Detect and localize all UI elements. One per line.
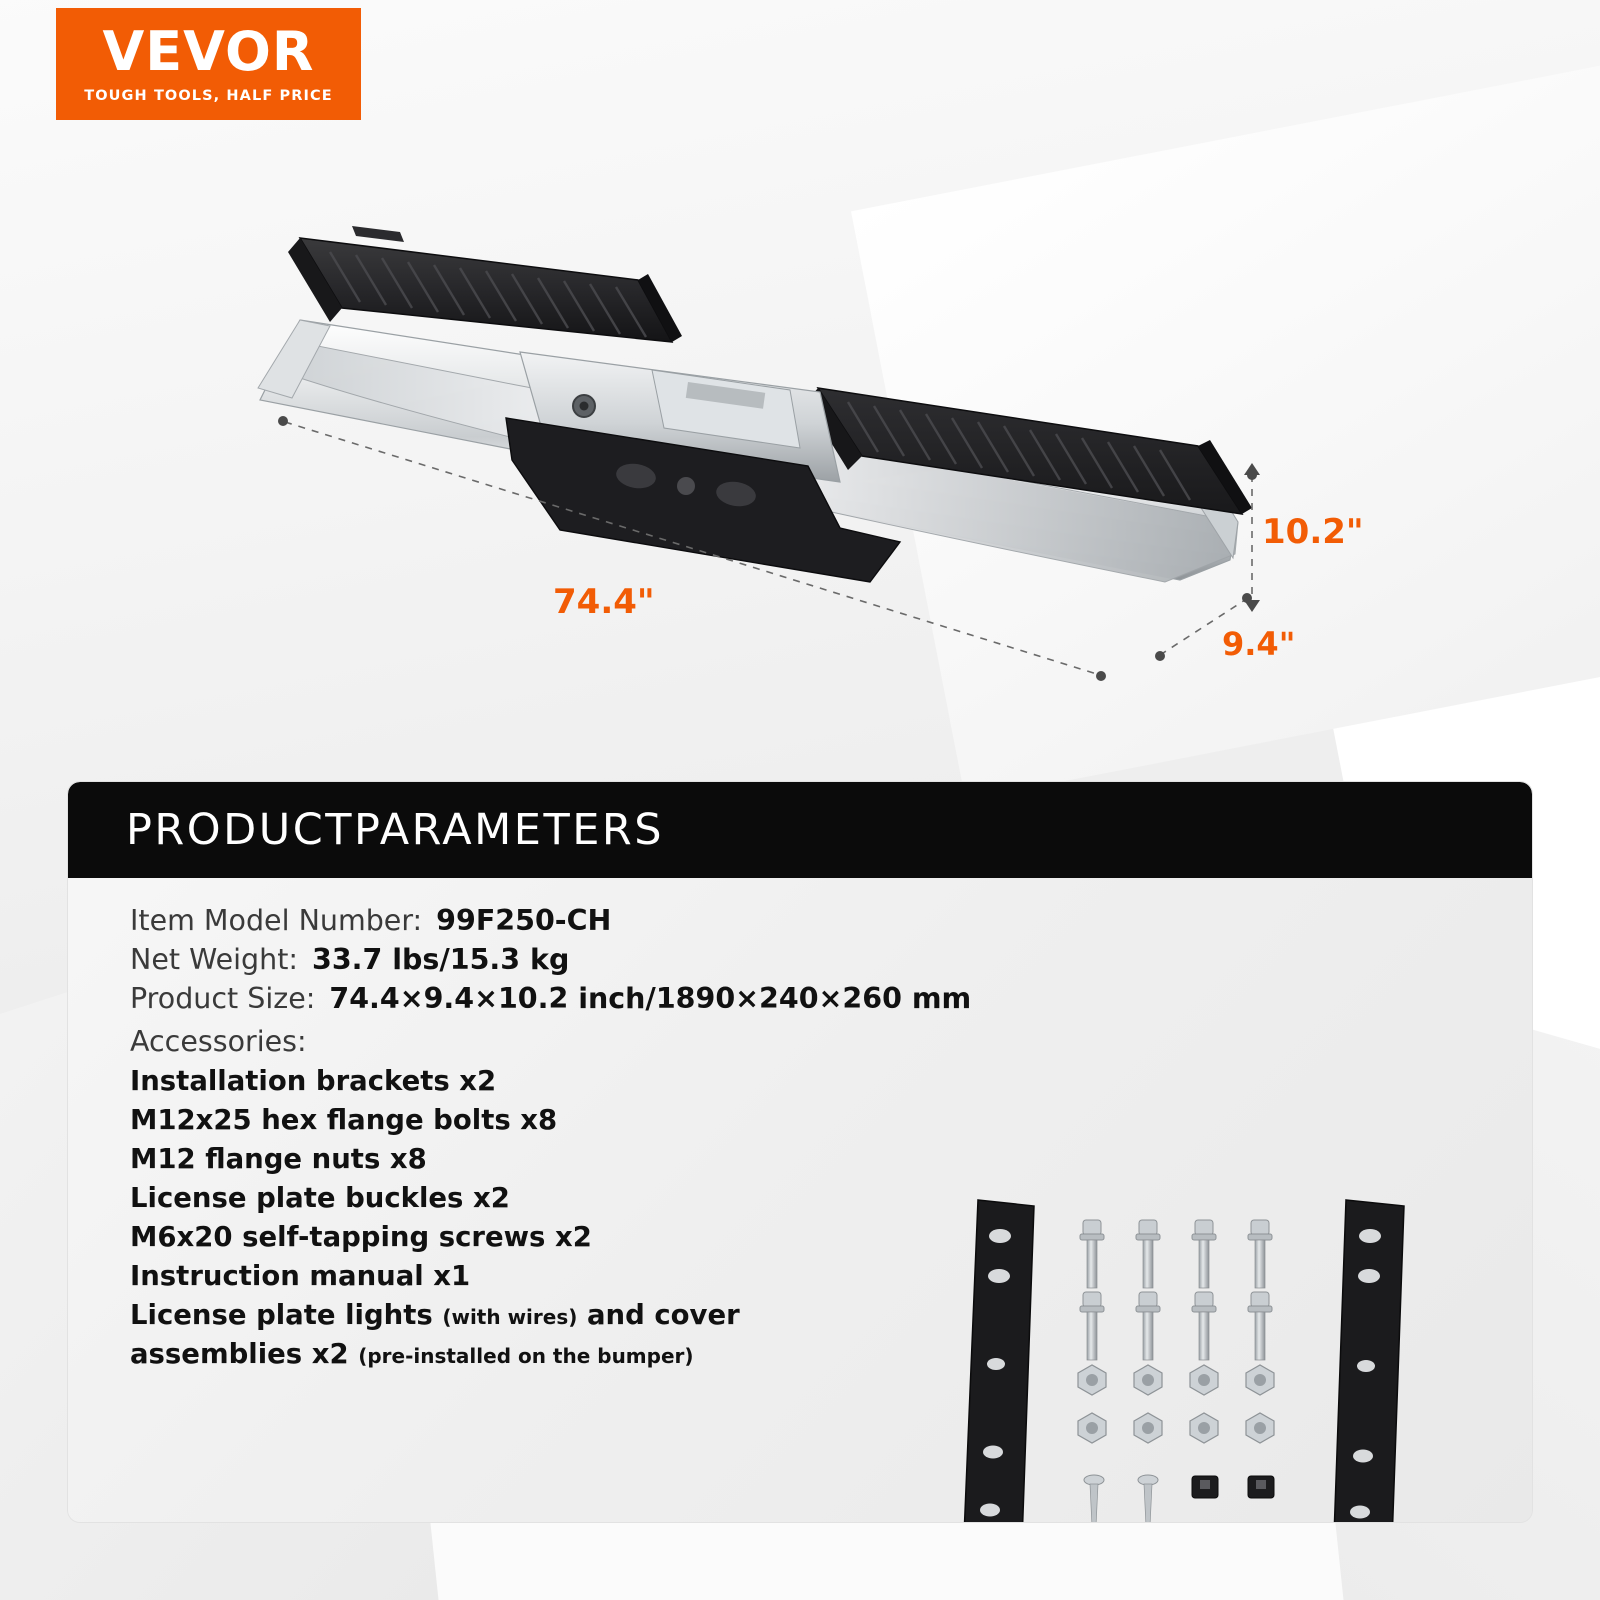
product-parameters-panel xyxy=(68,782,1532,1522)
spec-value-weight: 33.7 lbs/15.3 kg xyxy=(311,943,570,976)
dimension-depth-label: 9.4" xyxy=(1222,625,1296,663)
center-hole xyxy=(677,477,695,495)
accessory-text: Installation brackets x2 xyxy=(130,1065,497,1097)
spec-label-weight: Net Weight: xyxy=(130,943,298,976)
parameters-header xyxy=(68,782,1532,878)
accessory-text: Instruction manual x1 xyxy=(130,1260,471,1293)
spec-label-model: Item Model Number: xyxy=(130,904,423,937)
hex-flange-bolts xyxy=(1080,1220,1272,1360)
accessory-subnote: (pre-installed on the bumper) xyxy=(358,1344,694,1369)
accessory-text: License plate lights xyxy=(130,1299,433,1332)
spec-value-size: 74.4×9.4×10.2 inch/1890×240×260 mm xyxy=(329,982,972,1015)
dimension-arrow-top xyxy=(1244,463,1260,475)
accessory-subnote: (with wires) xyxy=(442,1305,578,1330)
brand-logo xyxy=(56,8,361,120)
spec-value-model: 99F250-CH xyxy=(436,904,612,937)
hardware-illustration xyxy=(942,1194,1442,1522)
step-pad-left xyxy=(288,226,682,342)
accessory-text: M12 flange nuts x8 xyxy=(130,1143,427,1176)
installation-bracket-right xyxy=(1334,1200,1404,1522)
brand-tagline: TOUGH TOOLS, HALF PRICE xyxy=(84,87,333,104)
step-pad-left-tab xyxy=(352,226,404,242)
license-plate-buckles xyxy=(1192,1476,1274,1498)
accessory-text: assemblies x2 xyxy=(130,1338,349,1371)
dimension-height-label: 10.2" xyxy=(1262,512,1364,552)
self-tapping-screws xyxy=(1084,1475,1158,1522)
dimension-arrow-bottom xyxy=(1244,600,1260,612)
installation-bracket-left xyxy=(964,1200,1034,1522)
list-item xyxy=(130,1140,1532,1179)
accessory-text: License plate buckles x2 xyxy=(130,1182,510,1215)
spec-row-model xyxy=(130,904,1532,937)
accessory-text: M12x25 hex flange bolts x8 xyxy=(130,1104,558,1137)
accessory-text-cont: and cover xyxy=(586,1299,740,1332)
list-item xyxy=(130,1101,1532,1140)
bumper-illustration xyxy=(0,130,1600,770)
brand-name: VEVOR xyxy=(102,19,315,83)
spec-row-size xyxy=(130,982,1532,1015)
parameters-body xyxy=(68,878,1532,1522)
list-item xyxy=(130,1062,1532,1101)
accessory-text: M6x20 self-tapping screws x2 xyxy=(130,1221,592,1254)
parameters-title: PRODUCTPARAMETERS xyxy=(126,805,665,855)
accessories-label: Accessories: xyxy=(130,1025,307,1058)
product-hero-image xyxy=(0,130,1600,770)
spec-label-size: Product Size: xyxy=(130,982,316,1015)
flange-nuts xyxy=(1078,1365,1274,1443)
spec-row-weight xyxy=(130,943,1532,976)
dimension-length-label: 74.4" xyxy=(553,582,655,622)
